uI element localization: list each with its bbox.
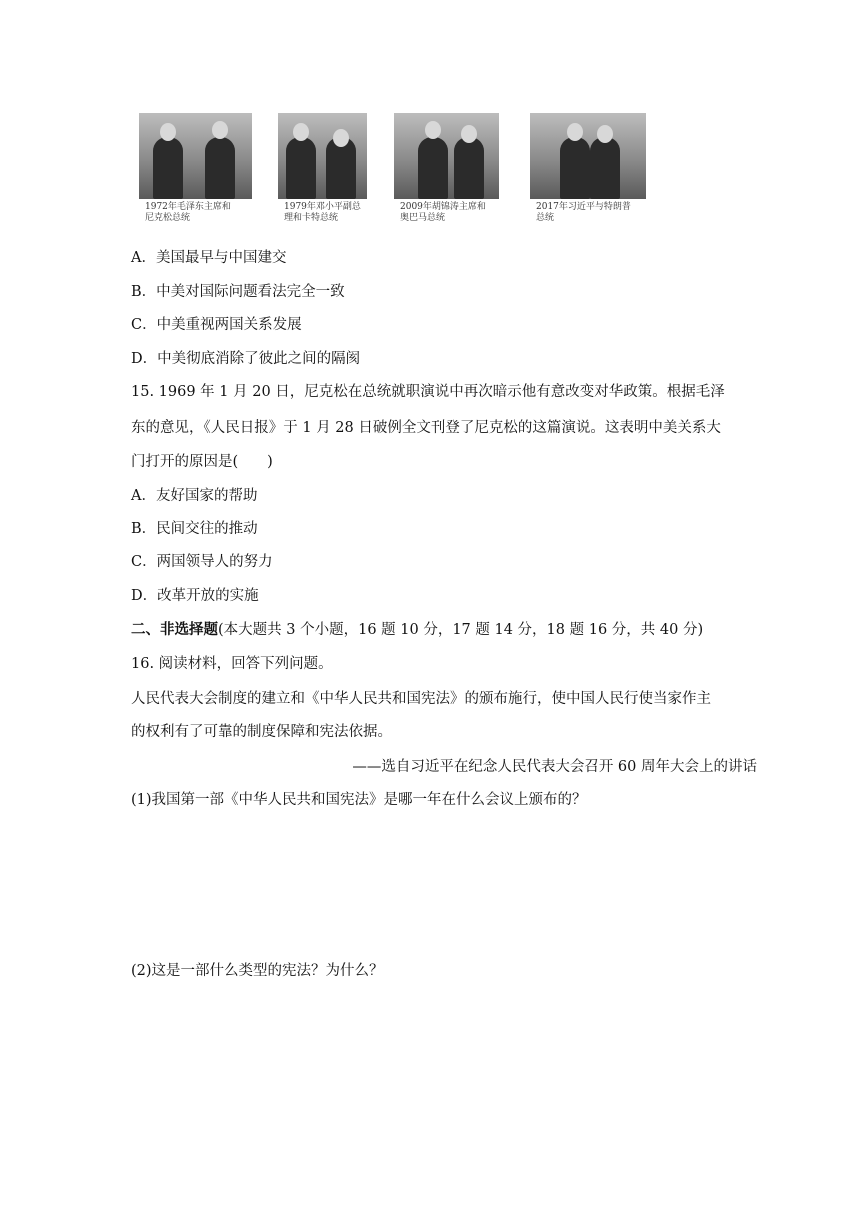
photo-image: [394, 113, 499, 199]
q16-sub-question-1: (1)我国第一部《中华人民共和国宪法》是哪一年在什么会议上颁布的？: [131, 792, 587, 808]
q15-stem-line1: 15. 1969 年 1 月 20 日，尼克松在总统就职演说中再次暗示他有意改变对华政策。根据毛泽: [131, 384, 725, 400]
photo-caption: 2009年胡锦涛主席和 奥巴马总统: [400, 202, 486, 223]
q16-material-line1: 人民代表大会制度的建立和《中华人民共和国宪法》的颁布施行，使中国人民行使当家作主: [131, 691, 711, 707]
photo-caption: 1979年邓小平副总 理和卡特总统: [284, 202, 361, 223]
q16-material-source: ——选自习近平在纪念人民代表大会召开 60 周年大会上的讲话: [352, 759, 757, 775]
q16-sub-question-2: (2)这是一部什么类型的宪法？为什么？: [131, 963, 384, 979]
section-2-heading: [131, 618, 703, 639]
photo-caption: 1972年毛泽东主席和 尼克松总统: [145, 202, 231, 223]
q15-option-d: D．改革开放的实施: [131, 588, 259, 604]
section-2-note: (本大题共 3 个小题，16 题 10 分，17 题 14 分，18 题 16 分，共 40 分): [218, 622, 704, 638]
q15-stem-line2: 东的意见，《人民日报》于 1 月 28 日破例全文刊登了尼克松的这篇演说。这表明中美关系大: [131, 420, 721, 436]
photo-image: [139, 113, 252, 199]
photo-image: [530, 113, 646, 199]
section-2-title: 二、非选择题: [131, 621, 218, 638]
photo-1979: [278, 113, 367, 224]
q15-stem-line3: 门打开的原因是( ): [131, 454, 273, 470]
q14-option-b: B．中美对国际问题看法完全一致: [131, 284, 345, 300]
photo-caption: 2017年习近平与特朗普 总统: [536, 202, 631, 223]
q16-material-line2: 的权利有了可靠的制度保障和宪法依据。: [131, 724, 392, 740]
photo-2009: [394, 113, 499, 224]
q14-option-c: C．中美重视两国关系发展: [131, 317, 302, 333]
q15-option-b: B．民间交往的推动: [131, 521, 258, 537]
q14-option-a: A．美国最早与中国建交: [131, 250, 287, 266]
photo-strip: [139, 113, 659, 233]
photo-image: [278, 113, 367, 199]
q15-option-a: A．友好国家的帮助: [131, 488, 258, 504]
q14-option-d: D．中美彻底消除了彼此之间的隔阂: [131, 351, 361, 367]
q16-stem: 16. 阅读材料，回答下列问题。: [131, 656, 333, 672]
photo-1972: [139, 113, 252, 224]
q15-option-c: C．两国领导人的努力: [131, 554, 273, 570]
photo-2017: [530, 113, 646, 224]
